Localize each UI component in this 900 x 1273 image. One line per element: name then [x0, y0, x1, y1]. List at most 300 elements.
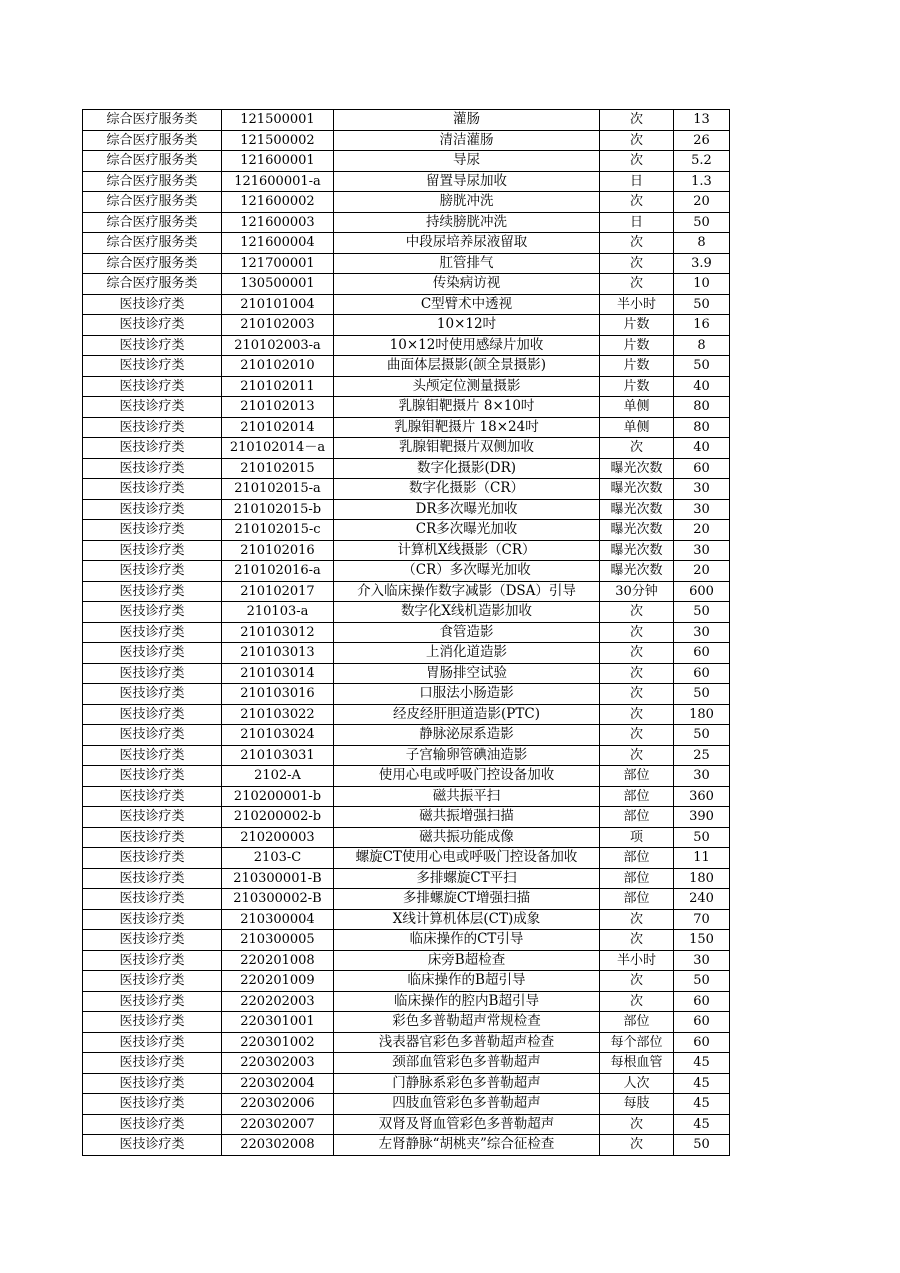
price-cell: 45 [674, 1073, 730, 1094]
unit-cell: 部位 [600, 848, 674, 869]
table-row [83, 397, 730, 418]
item-name-cell: 食管造影 [334, 622, 600, 643]
table-row [83, 786, 730, 807]
item-name-cell: （CR）多次曝光加收 [334, 561, 600, 582]
price-cell: 1.3 [674, 171, 730, 192]
price-cell: 50 [674, 294, 730, 315]
table-row [83, 274, 730, 295]
code-cell: 210103014 [222, 663, 334, 684]
table-row [83, 151, 730, 172]
price-cell: 40 [674, 438, 730, 459]
unit-cell: 次 [600, 253, 674, 274]
table-row [83, 356, 730, 377]
category-cell: 综合医疗服务类 [83, 130, 222, 151]
table-row [83, 622, 730, 643]
code-cell: 121600002 [222, 192, 334, 213]
category-cell: 医技诊疗类 [83, 1012, 222, 1033]
code-cell: 210300005 [222, 930, 334, 951]
table-row [83, 1073, 730, 1094]
category-cell: 医技诊疗类 [83, 520, 222, 541]
table-row [83, 171, 730, 192]
category-cell: 医技诊疗类 [83, 725, 222, 746]
category-cell: 医技诊疗类 [83, 602, 222, 623]
category-cell: 综合医疗服务类 [83, 274, 222, 295]
price-table-body [83, 110, 730, 1156]
item-name-cell: 灌肠 [334, 110, 600, 131]
code-cell: 220302007 [222, 1114, 334, 1135]
code-cell: 210103031 [222, 745, 334, 766]
unit-cell: 片数 [600, 335, 674, 356]
category-cell: 医技诊疗类 [83, 376, 222, 397]
table-row [83, 991, 730, 1012]
unit-cell: 单侧 [600, 397, 674, 418]
table-row [83, 499, 730, 520]
item-name-cell: 多排螺旋CT增强扫描 [334, 889, 600, 910]
category-cell: 医技诊疗类 [83, 684, 222, 705]
item-name-cell: 膀胱冲洗 [334, 192, 600, 213]
unit-cell: 部位 [600, 807, 674, 828]
price-cell: 30 [674, 479, 730, 500]
table-row [83, 376, 730, 397]
code-cell: 210102016 [222, 540, 334, 561]
price-cell: 3.9 [674, 253, 730, 274]
code-cell: 130500001 [222, 274, 334, 295]
price-cell: 50 [674, 827, 730, 848]
code-cell: 210200002-b [222, 807, 334, 828]
unit-cell: 片数 [600, 376, 674, 397]
unit-cell: 曝光次数 [600, 520, 674, 541]
table-row [83, 848, 730, 869]
unit-cell: 曝光次数 [600, 479, 674, 500]
code-cell: 2103-C [222, 848, 334, 869]
item-name-cell: 数字化摄影（CR） [334, 479, 600, 500]
price-cell: 30 [674, 766, 730, 787]
item-name-cell: 10×12吋 [334, 315, 600, 336]
code-cell: 210300001-B [222, 868, 334, 889]
code-cell: 210103024 [222, 725, 334, 746]
price-cell: 60 [674, 663, 730, 684]
price-cell: 600 [674, 581, 730, 602]
category-cell: 医技诊疗类 [83, 868, 222, 889]
unit-cell: 部位 [600, 1012, 674, 1033]
category-cell: 医技诊疗类 [83, 622, 222, 643]
item-name-cell: 乳腺钼靶摄片 8×10吋 [334, 397, 600, 418]
item-name-cell: 中段尿培养尿液留取 [334, 233, 600, 254]
price-cell: 11 [674, 848, 730, 869]
item-name-cell: 传染病访视 [334, 274, 600, 295]
code-cell: 210200003 [222, 827, 334, 848]
price-cell: 80 [674, 397, 730, 418]
item-name-cell: 多排螺旋CT平扫 [334, 868, 600, 889]
price-cell: 60 [674, 1032, 730, 1053]
code-cell: 210102017 [222, 581, 334, 602]
item-name-cell: 介入临床操作数字减影（DSA）引导 [334, 581, 600, 602]
unit-cell: 次 [600, 233, 674, 254]
price-cell: 50 [674, 684, 730, 705]
price-cell: 50 [674, 971, 730, 992]
table-row [83, 1114, 730, 1135]
item-name-cell: CR多次曝光加收 [334, 520, 600, 541]
item-name-cell: 数字化X线机造影加收 [334, 602, 600, 623]
item-name-cell: 曲面体层摄影(颌全景摄影) [334, 356, 600, 377]
price-cell: 180 [674, 704, 730, 725]
category-cell: 综合医疗服务类 [83, 253, 222, 274]
price-cell: 45 [674, 1053, 730, 1074]
category-cell: 综合医疗服务类 [83, 192, 222, 213]
unit-cell: 次 [600, 274, 674, 295]
category-cell: 医技诊疗类 [83, 745, 222, 766]
price-cell: 8 [674, 335, 730, 356]
table-row [83, 1135, 730, 1156]
item-name-cell: 临床操作的B超引导 [334, 971, 600, 992]
table-row [83, 1032, 730, 1053]
price-cell: 30 [674, 950, 730, 971]
table-row [83, 458, 730, 479]
category-cell: 医技诊疗类 [83, 581, 222, 602]
unit-cell: 次 [600, 1114, 674, 1135]
category-cell: 医技诊疗类 [83, 1032, 222, 1053]
price-cell: 50 [674, 212, 730, 233]
table-row [83, 1053, 730, 1074]
category-cell: 医技诊疗类 [83, 704, 222, 725]
table-row [83, 684, 730, 705]
price-cell: 25 [674, 745, 730, 766]
category-cell: 医技诊疗类 [83, 827, 222, 848]
price-cell: 50 [674, 602, 730, 623]
category-cell: 综合医疗服务类 [83, 151, 222, 172]
price-cell: 60 [674, 991, 730, 1012]
table-row [83, 212, 730, 233]
category-cell: 医技诊疗类 [83, 1114, 222, 1135]
table-row [83, 561, 730, 582]
code-cell: 220201009 [222, 971, 334, 992]
item-name-cell: 使用心电或呼吸门控设备加收 [334, 766, 600, 787]
price-cell: 8 [674, 233, 730, 254]
category-cell: 综合医疗服务类 [83, 233, 222, 254]
table-row [83, 930, 730, 951]
unit-cell: 部位 [600, 889, 674, 910]
unit-cell: 单侧 [600, 417, 674, 438]
price-cell: 40 [674, 376, 730, 397]
unit-cell: 次 [600, 930, 674, 951]
code-cell: 210200001-b [222, 786, 334, 807]
item-name-cell: 头颅定位测量摄影 [334, 376, 600, 397]
table-row [83, 643, 730, 664]
unit-cell: 次 [600, 602, 674, 623]
category-cell: 综合医疗服务类 [83, 110, 222, 131]
table-row [83, 417, 730, 438]
price-cell: 50 [674, 725, 730, 746]
table-row [83, 479, 730, 500]
unit-cell: 每肢 [600, 1094, 674, 1115]
table-row [83, 663, 730, 684]
item-name-cell: 留置导尿加收 [334, 171, 600, 192]
code-cell: 210102013 [222, 397, 334, 418]
code-cell: 220301001 [222, 1012, 334, 1033]
category-cell: 医技诊疗类 [83, 786, 222, 807]
code-cell: 210102003-a [222, 335, 334, 356]
price-cell: 45 [674, 1114, 730, 1135]
price-table [82, 109, 730, 1156]
unit-cell: 次 [600, 130, 674, 151]
price-cell: 60 [674, 1012, 730, 1033]
table-row [83, 766, 730, 787]
table-row [83, 889, 730, 910]
category-cell: 医技诊疗类 [83, 766, 222, 787]
category-cell: 医技诊疗类 [83, 930, 222, 951]
price-cell: 26 [674, 130, 730, 151]
table-row [83, 294, 730, 315]
category-cell: 医技诊疗类 [83, 561, 222, 582]
table-row [83, 1094, 730, 1115]
unit-cell: 曝光次数 [600, 458, 674, 479]
table-row [83, 110, 730, 131]
price-cell: 50 [674, 356, 730, 377]
item-name-cell: 数字化摄影(DR) [334, 458, 600, 479]
unit-cell: 片数 [600, 356, 674, 377]
table-row [83, 868, 730, 889]
table-row [83, 827, 730, 848]
code-cell: 220302004 [222, 1073, 334, 1094]
item-name-cell: 双肾及肾血管彩色多普勒超声 [334, 1114, 600, 1135]
item-name-cell: 四肢血管彩色多普勒超声 [334, 1094, 600, 1115]
category-cell: 综合医疗服务类 [83, 171, 222, 192]
code-cell: 210102014－a [222, 438, 334, 459]
price-cell: 50 [674, 1135, 730, 1156]
category-cell: 医技诊疗类 [83, 889, 222, 910]
price-cell: 60 [674, 458, 730, 479]
category-cell: 医技诊疗类 [83, 1053, 222, 1074]
code-cell: 210103016 [222, 684, 334, 705]
item-name-cell: 持续膀胱冲洗 [334, 212, 600, 233]
code-cell: 210102016-a [222, 561, 334, 582]
unit-cell: 曝光次数 [600, 499, 674, 520]
unit-cell: 次 [600, 151, 674, 172]
item-name-cell: 经皮经肝胆道造影(PTC) [334, 704, 600, 725]
price-cell: 16 [674, 315, 730, 336]
table-row [83, 130, 730, 151]
unit-cell: 部位 [600, 868, 674, 889]
category-cell: 医技诊疗类 [83, 479, 222, 500]
category-cell: 医技诊疗类 [83, 971, 222, 992]
unit-cell: 次 [600, 745, 674, 766]
item-name-cell: 磁共振增强扫描 [334, 807, 600, 828]
price-cell: 70 [674, 909, 730, 930]
table-row [83, 1012, 730, 1033]
code-cell: 210101004 [222, 294, 334, 315]
table-row [83, 745, 730, 766]
price-cell: 60 [674, 643, 730, 664]
table-row [83, 438, 730, 459]
price-cell: 180 [674, 868, 730, 889]
code-cell: 121600003 [222, 212, 334, 233]
item-name-cell: 导尿 [334, 151, 600, 172]
item-name-cell: 螺旋CT使用心电或呼吸门控设备加收 [334, 848, 600, 869]
category-cell: 医技诊疗类 [83, 909, 222, 930]
category-cell: 医技诊疗类 [83, 356, 222, 377]
unit-cell: 次 [600, 643, 674, 664]
unit-cell: 曝光次数 [600, 561, 674, 582]
item-name-cell: DR多次曝光加收 [334, 499, 600, 520]
category-cell: 医技诊疗类 [83, 417, 222, 438]
table-row [83, 315, 730, 336]
unit-cell: 次 [600, 192, 674, 213]
item-name-cell: 床旁B超检查 [334, 950, 600, 971]
category-cell: 综合医疗服务类 [83, 212, 222, 233]
category-cell: 医技诊疗类 [83, 294, 222, 315]
category-cell: 医技诊疗类 [83, 540, 222, 561]
item-name-cell: 门静脉系彩色多普勒超声 [334, 1073, 600, 1094]
code-cell: 220302006 [222, 1094, 334, 1115]
table-row [83, 909, 730, 930]
unit-cell: 次 [600, 909, 674, 930]
unit-cell: 片数 [600, 315, 674, 336]
category-cell: 医技诊疗类 [83, 950, 222, 971]
category-cell: 医技诊疗类 [83, 807, 222, 828]
code-cell: 210102003 [222, 315, 334, 336]
code-cell: 210300002-B [222, 889, 334, 910]
code-cell: 210103-a [222, 602, 334, 623]
unit-cell: 部位 [600, 786, 674, 807]
category-cell: 医技诊疗类 [83, 848, 222, 869]
item-name-cell: 临床操作的腔内B超引导 [334, 991, 600, 1012]
table-row [83, 971, 730, 992]
category-cell: 医技诊疗类 [83, 397, 222, 418]
code-cell: 121500001 [222, 110, 334, 131]
category-cell: 医技诊疗类 [83, 458, 222, 479]
item-name-cell: C型臂术中透视 [334, 294, 600, 315]
price-cell: 13 [674, 110, 730, 131]
category-cell: 医技诊疗类 [83, 335, 222, 356]
table-row [83, 950, 730, 971]
price-cell: 150 [674, 930, 730, 951]
code-cell: 121600004 [222, 233, 334, 254]
price-cell: 30 [674, 540, 730, 561]
unit-cell: 部位 [600, 766, 674, 787]
code-cell: 210102015-c [222, 520, 334, 541]
code-cell: 210102014 [222, 417, 334, 438]
code-cell: 2102-A [222, 766, 334, 787]
unit-cell: 日 [600, 212, 674, 233]
unit-cell: 次 [600, 971, 674, 992]
price-cell: 360 [674, 786, 730, 807]
price-cell: 30 [674, 622, 730, 643]
unit-cell: 半小时 [600, 294, 674, 315]
price-cell: 10 [674, 274, 730, 295]
code-cell: 220301002 [222, 1032, 334, 1053]
item-name-cell: 彩色多普勒超声常规检查 [334, 1012, 600, 1033]
unit-cell: 30分钟 [600, 581, 674, 602]
unit-cell: 次 [600, 725, 674, 746]
table-row [83, 233, 730, 254]
code-cell: 210102010 [222, 356, 334, 377]
item-name-cell: 10×12吋使用感绿片加收 [334, 335, 600, 356]
item-name-cell: 磁共振功能成像 [334, 827, 600, 848]
item-name-cell: 静脉泌尿系造影 [334, 725, 600, 746]
unit-cell: 项 [600, 827, 674, 848]
item-name-cell: 计算机X线摄影（CR） [334, 540, 600, 561]
item-name-cell: 肛管排气 [334, 253, 600, 274]
unit-cell: 次 [600, 110, 674, 131]
price-cell: 20 [674, 520, 730, 541]
price-cell: 30 [674, 499, 730, 520]
table-row [83, 581, 730, 602]
code-cell: 220202003 [222, 991, 334, 1012]
price-cell: 20 [674, 561, 730, 582]
category-cell: 医技诊疗类 [83, 1094, 222, 1115]
unit-cell: 次 [600, 704, 674, 725]
price-cell: 390 [674, 807, 730, 828]
item-name-cell: 乳腺钼靶摄片 18×24吋 [334, 417, 600, 438]
code-cell: 210102015-b [222, 499, 334, 520]
category-cell: 医技诊疗类 [83, 315, 222, 336]
code-cell: 121600001-a [222, 171, 334, 192]
price-cell: 80 [674, 417, 730, 438]
code-cell: 210102011 [222, 376, 334, 397]
item-name-cell: 口服法小肠造影 [334, 684, 600, 705]
table-row [83, 192, 730, 213]
price-cell: 5.2 [674, 151, 730, 172]
table-row [83, 602, 730, 623]
code-cell: 121500002 [222, 130, 334, 151]
item-name-cell: 浅表器官彩色多普勒超声检查 [334, 1032, 600, 1053]
category-cell: 医技诊疗类 [83, 991, 222, 1012]
unit-cell: 次 [600, 438, 674, 459]
unit-cell: 次 [600, 663, 674, 684]
code-cell: 220201008 [222, 950, 334, 971]
table-row [83, 520, 730, 541]
item-name-cell: 临床操作的CT引导 [334, 930, 600, 951]
item-name-cell: X线计算机体层(CT)成象 [334, 909, 600, 930]
code-cell: 121600001 [222, 151, 334, 172]
unit-cell: 次 [600, 1135, 674, 1156]
item-name-cell: 乳腺钼靶摄片双侧加收 [334, 438, 600, 459]
price-cell: 240 [674, 889, 730, 910]
item-name-cell: 清洁灌肠 [334, 130, 600, 151]
code-cell: 210300004 [222, 909, 334, 930]
table-row [83, 725, 730, 746]
table-row [83, 807, 730, 828]
item-name-cell: 胃肠排空试验 [334, 663, 600, 684]
unit-cell: 半小时 [600, 950, 674, 971]
item-name-cell: 磁共振平扫 [334, 786, 600, 807]
code-cell: 210102015 [222, 458, 334, 479]
category-cell: 医技诊疗类 [83, 438, 222, 459]
table-row [83, 704, 730, 725]
price-cell: 45 [674, 1094, 730, 1115]
table-row [83, 540, 730, 561]
table-row [83, 253, 730, 274]
item-name-cell: 颈部血管彩色多普勒超声 [334, 1053, 600, 1074]
item-name-cell: 上消化道造影 [334, 643, 600, 664]
price-cell: 20 [674, 192, 730, 213]
code-cell: 210103012 [222, 622, 334, 643]
code-cell: 210103013 [222, 643, 334, 664]
unit-cell: 次 [600, 991, 674, 1012]
code-cell: 121700001 [222, 253, 334, 274]
unit-cell: 日 [600, 171, 674, 192]
unit-cell: 每根血管 [600, 1053, 674, 1074]
unit-cell: 人次 [600, 1073, 674, 1094]
unit-cell: 次 [600, 622, 674, 643]
category-cell: 医技诊疗类 [83, 663, 222, 684]
category-cell: 医技诊疗类 [83, 499, 222, 520]
table-row [83, 335, 730, 356]
code-cell: 220302003 [222, 1053, 334, 1074]
unit-cell: 曝光次数 [600, 540, 674, 561]
category-cell: 医技诊疗类 [83, 643, 222, 664]
item-name-cell: 子宫输卵管碘油造影 [334, 745, 600, 766]
